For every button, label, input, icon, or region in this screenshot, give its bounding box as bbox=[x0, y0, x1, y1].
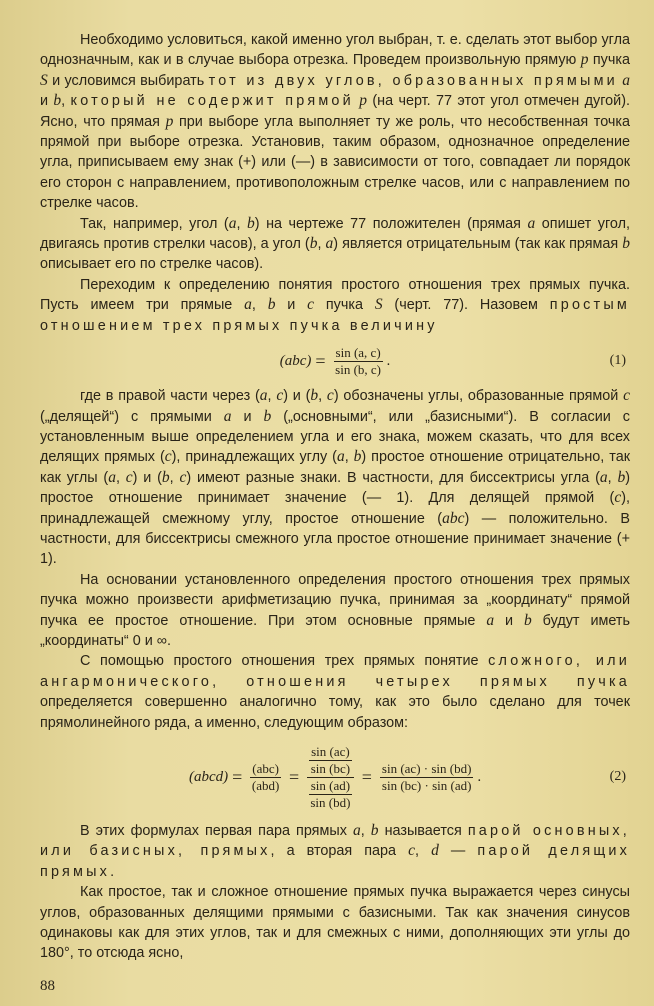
paragraph bbox=[40, 214, 630, 275]
paragraph bbox=[40, 386, 630, 570]
formula-tail: . bbox=[386, 352, 391, 369]
text-run: при выборе угла выполняет ту же роль, что несобственная точка прямой при выборе отрезка. Установив, таким образом, однозначное определение угла, приписываем ему знак (+) или (—) в зависимости от того, совпадает ли порядок его сторон с направлением, противоположным стрелке часов, или с направлением по стрелке часов. bbox=[40, 113, 631, 212]
math-variable: c bbox=[623, 387, 630, 405]
numerator bbox=[307, 744, 354, 778]
math-variable: a bbox=[486, 611, 495, 629]
math-variable: c bbox=[408, 842, 415, 860]
text-run: , bbox=[61, 93, 71, 110]
text-run: , bbox=[267, 388, 277, 405]
emphasized-term: сложного, или ангармонического, отношения четырех прямых пучка bbox=[40, 653, 630, 690]
text-block-2 bbox=[40, 386, 630, 733]
text-run: ) имеют разные знаки. В частности, для биссектрисы угла ( bbox=[186, 469, 600, 486]
equation-number: (1) bbox=[609, 352, 626, 368]
text-run: ) простое отношение отрицательно, так как углы ( bbox=[40, 449, 630, 486]
text-run: пучка bbox=[314, 297, 375, 314]
text-run: ) и ( bbox=[283, 388, 311, 405]
math-variable: b bbox=[263, 407, 272, 425]
text-run: ) обозначены углы, образованные прямой bbox=[333, 388, 624, 405]
text-run: , bbox=[344, 449, 354, 466]
text-run: пучка bbox=[588, 52, 630, 69]
paragraph bbox=[40, 882, 630, 964]
formula-2 bbox=[40, 737, 630, 817]
text-run: , bbox=[318, 388, 327, 405]
math-variable: p bbox=[165, 112, 174, 130]
math-variable: a bbox=[527, 214, 536, 232]
text-run: опишет угол, двигаясь против стрелки часов), а угол ( bbox=[40, 215, 631, 253]
math-variable: b bbox=[267, 296, 276, 314]
math-variable: b bbox=[622, 235, 630, 253]
equation-number: (2) bbox=[609, 768, 626, 784]
text-run: и bbox=[231, 408, 264, 425]
denominator: sin (bd) bbox=[310, 794, 351, 810]
fraction bbox=[250, 761, 281, 794]
compound-fraction bbox=[307, 744, 354, 811]
text-run: , bbox=[236, 215, 247, 232]
denominator: sin (bc) bbox=[310, 760, 351, 776]
emphasized-term: тот из двух углов, образованных прямыми bbox=[208, 72, 618, 89]
text-run: („основными“, или „базисными“). В согласии с установленным выше определением угла и его знака, можем сказать, что для всех делящих прямых ( bbox=[40, 408, 630, 466]
paragraph bbox=[40, 821, 630, 882]
math-variable: b bbox=[353, 448, 362, 466]
equals-sign: = bbox=[361, 766, 372, 787]
emphasized-term: парой основных, или базисных, прямых bbox=[40, 823, 630, 860]
math-variable: a bbox=[622, 71, 630, 89]
text-run: (черт. 77). Назовем bbox=[382, 297, 550, 314]
text-run: („делящей“) с прямыми bbox=[40, 408, 224, 425]
paragraph bbox=[40, 570, 630, 652]
text-block-1 bbox=[40, 30, 630, 336]
emphasized-term: парой делящих прямых bbox=[40, 843, 631, 880]
math-variable: abc bbox=[442, 509, 465, 527]
text-run: Необходимо условиться, какой именно угол выбран, т. е. сделать этот выбор угла однозначным, как и в случае выбора отрезка. Проведем произвольную прямую bbox=[40, 32, 630, 69]
denominator: sin (b, c) bbox=[335, 361, 382, 377]
text-run: , bbox=[360, 823, 371, 839]
math-variable: c bbox=[125, 468, 133, 486]
math-variable: d bbox=[431, 842, 439, 860]
math-variable: a bbox=[228, 214, 237, 232]
denominator bbox=[309, 778, 352, 811]
text-run: Как простое, так и сложное отношение прямых пучка выражается через синусы углов, образованных делящими прямыми с базисными. Так как значения синусов одинаковы как для этих углов, так и для смежных с ними, дополняющих эти углы до 180°, то отсюда ясно, bbox=[40, 884, 630, 962]
math-variable: a bbox=[223, 407, 232, 425]
text-run: ) простое отношение принимает значение (— 1). Для делящей прямой ( bbox=[40, 469, 630, 507]
math-variable: c bbox=[307, 296, 315, 314]
math-variable: a bbox=[599, 468, 608, 486]
text-run: , bbox=[169, 469, 180, 486]
text-run: описывает его по стрелке часов). bbox=[40, 256, 264, 273]
equals-sign: = bbox=[315, 350, 326, 371]
numerator: sin (ad) bbox=[310, 777, 351, 793]
math-variable: S bbox=[374, 296, 383, 314]
formula-1 bbox=[40, 340, 630, 382]
math-variable: b bbox=[247, 214, 255, 232]
math-variable: b bbox=[309, 235, 318, 253]
paragraph bbox=[40, 30, 630, 214]
text-run: называется bbox=[378, 823, 468, 839]
text-run: ) является отрицательным (так как прямая bbox=[333, 236, 623, 253]
emphasized-term: простым отношением трех прямых пучка величину bbox=[40, 297, 630, 334]
math-variable: a bbox=[325, 235, 334, 253]
math-variable: b bbox=[161, 468, 170, 486]
text-run: ) — положительно. В частности, для биссектрисы смежного угла простое отношение принимает значение (+ 1). bbox=[40, 510, 630, 568]
equals-sign: = bbox=[232, 766, 243, 787]
math-variable: b bbox=[617, 468, 626, 486]
text-run: , bbox=[251, 297, 268, 314]
math-variable: b bbox=[370, 822, 379, 839]
numerator: sin (ac) · sin (bd) bbox=[381, 760, 472, 776]
math-variable: b bbox=[310, 387, 319, 405]
fraction bbox=[334, 345, 383, 378]
text-run: , а вторая пара bbox=[270, 843, 409, 860]
inner-fraction bbox=[309, 744, 352, 777]
emphasized-term: который не содержит прямой bbox=[70, 93, 354, 110]
text-run: и условимся выбирать bbox=[47, 72, 209, 89]
page-number: 88 bbox=[40, 977, 55, 994]
math-variable: a bbox=[336, 448, 345, 466]
text-run: будут иметь „координаты“ 0 и ∞. bbox=[40, 612, 630, 649]
text-run: — bbox=[438, 843, 478, 860]
math-variable: a bbox=[259, 387, 268, 405]
math-variable: b bbox=[523, 611, 532, 629]
text-run: и bbox=[275, 297, 308, 314]
text-run: (на черт. 77 этот угол отмечен дугой). Ясно, что прямая bbox=[40, 93, 630, 130]
text-run: и bbox=[40, 93, 54, 110]
math-variable: a bbox=[108, 468, 116, 486]
text-run: , bbox=[317, 236, 326, 253]
text-run: ), принадлежащих углу ( bbox=[171, 449, 337, 466]
book-page bbox=[40, 0, 630, 1006]
numerator: sin (a, c) bbox=[335, 344, 381, 360]
formula-lhs: (abc) bbox=[279, 352, 312, 369]
math-variable: c bbox=[179, 468, 187, 486]
math-variable: b bbox=[53, 92, 62, 110]
math-variable: S bbox=[40, 71, 48, 89]
text-run: С помощью простого отношения трех прямых понятие bbox=[80, 653, 489, 670]
equals-sign: = bbox=[288, 766, 300, 787]
numerator: (abc) bbox=[252, 760, 279, 776]
math-variable: c bbox=[326, 387, 334, 405]
text-run: . bbox=[110, 863, 115, 880]
text-run: где в правой части через ( bbox=[80, 388, 260, 405]
math-variable: c bbox=[276, 387, 284, 405]
text-run: и bbox=[494, 612, 524, 629]
text-run: ) на чертеже 77 положителен (прямая bbox=[254, 215, 528, 232]
math-variable: a bbox=[244, 296, 252, 314]
text-run: Так, например, угол ( bbox=[80, 215, 229, 232]
text-run: В этих формулах первая пара прямых bbox=[80, 823, 353, 839]
text-run: определяется совершенно аналогично тому, как это было сделано для точек прямолинейного ряда, а именно, следующим образом: bbox=[40, 694, 630, 731]
math-variable: p bbox=[580, 51, 589, 69]
text-block-3 bbox=[40, 821, 630, 964]
text-run: , bbox=[607, 469, 618, 486]
fraction bbox=[380, 761, 474, 794]
text-run: , bbox=[415, 843, 432, 860]
paragraph bbox=[40, 275, 630, 336]
math-variable: p bbox=[359, 92, 367, 110]
denominator: sin (bc) · sin (ad) bbox=[381, 777, 472, 793]
text-run: Переходим к определению понятия простого отношения трех прямых пучка. Пусть имеем три прямые bbox=[40, 276, 630, 314]
paragraph bbox=[40, 651, 630, 733]
text-run: ), принадлежащей смежному углу, простое отношение ( bbox=[40, 490, 630, 527]
math-variable: a bbox=[352, 822, 361, 839]
text-run: ) и ( bbox=[132, 469, 162, 486]
numerator: sin (ac) bbox=[311, 743, 350, 759]
text-run: На основании установленного определения простого отношения трех прямых пучка можно произвести арифметизацию пучка, принимая за „координату“ прямой пучка ее простое отношение. При этом основные прямые bbox=[40, 571, 630, 629]
formula-tail: . bbox=[477, 768, 482, 785]
inner-fraction bbox=[309, 778, 352, 811]
formula-lhs: (abcd) bbox=[188, 768, 229, 785]
math-variable: c bbox=[164, 448, 172, 466]
math-variable: c bbox=[614, 489, 622, 507]
text-run: , bbox=[115, 469, 126, 486]
denominator: (abd) bbox=[251, 777, 280, 793]
